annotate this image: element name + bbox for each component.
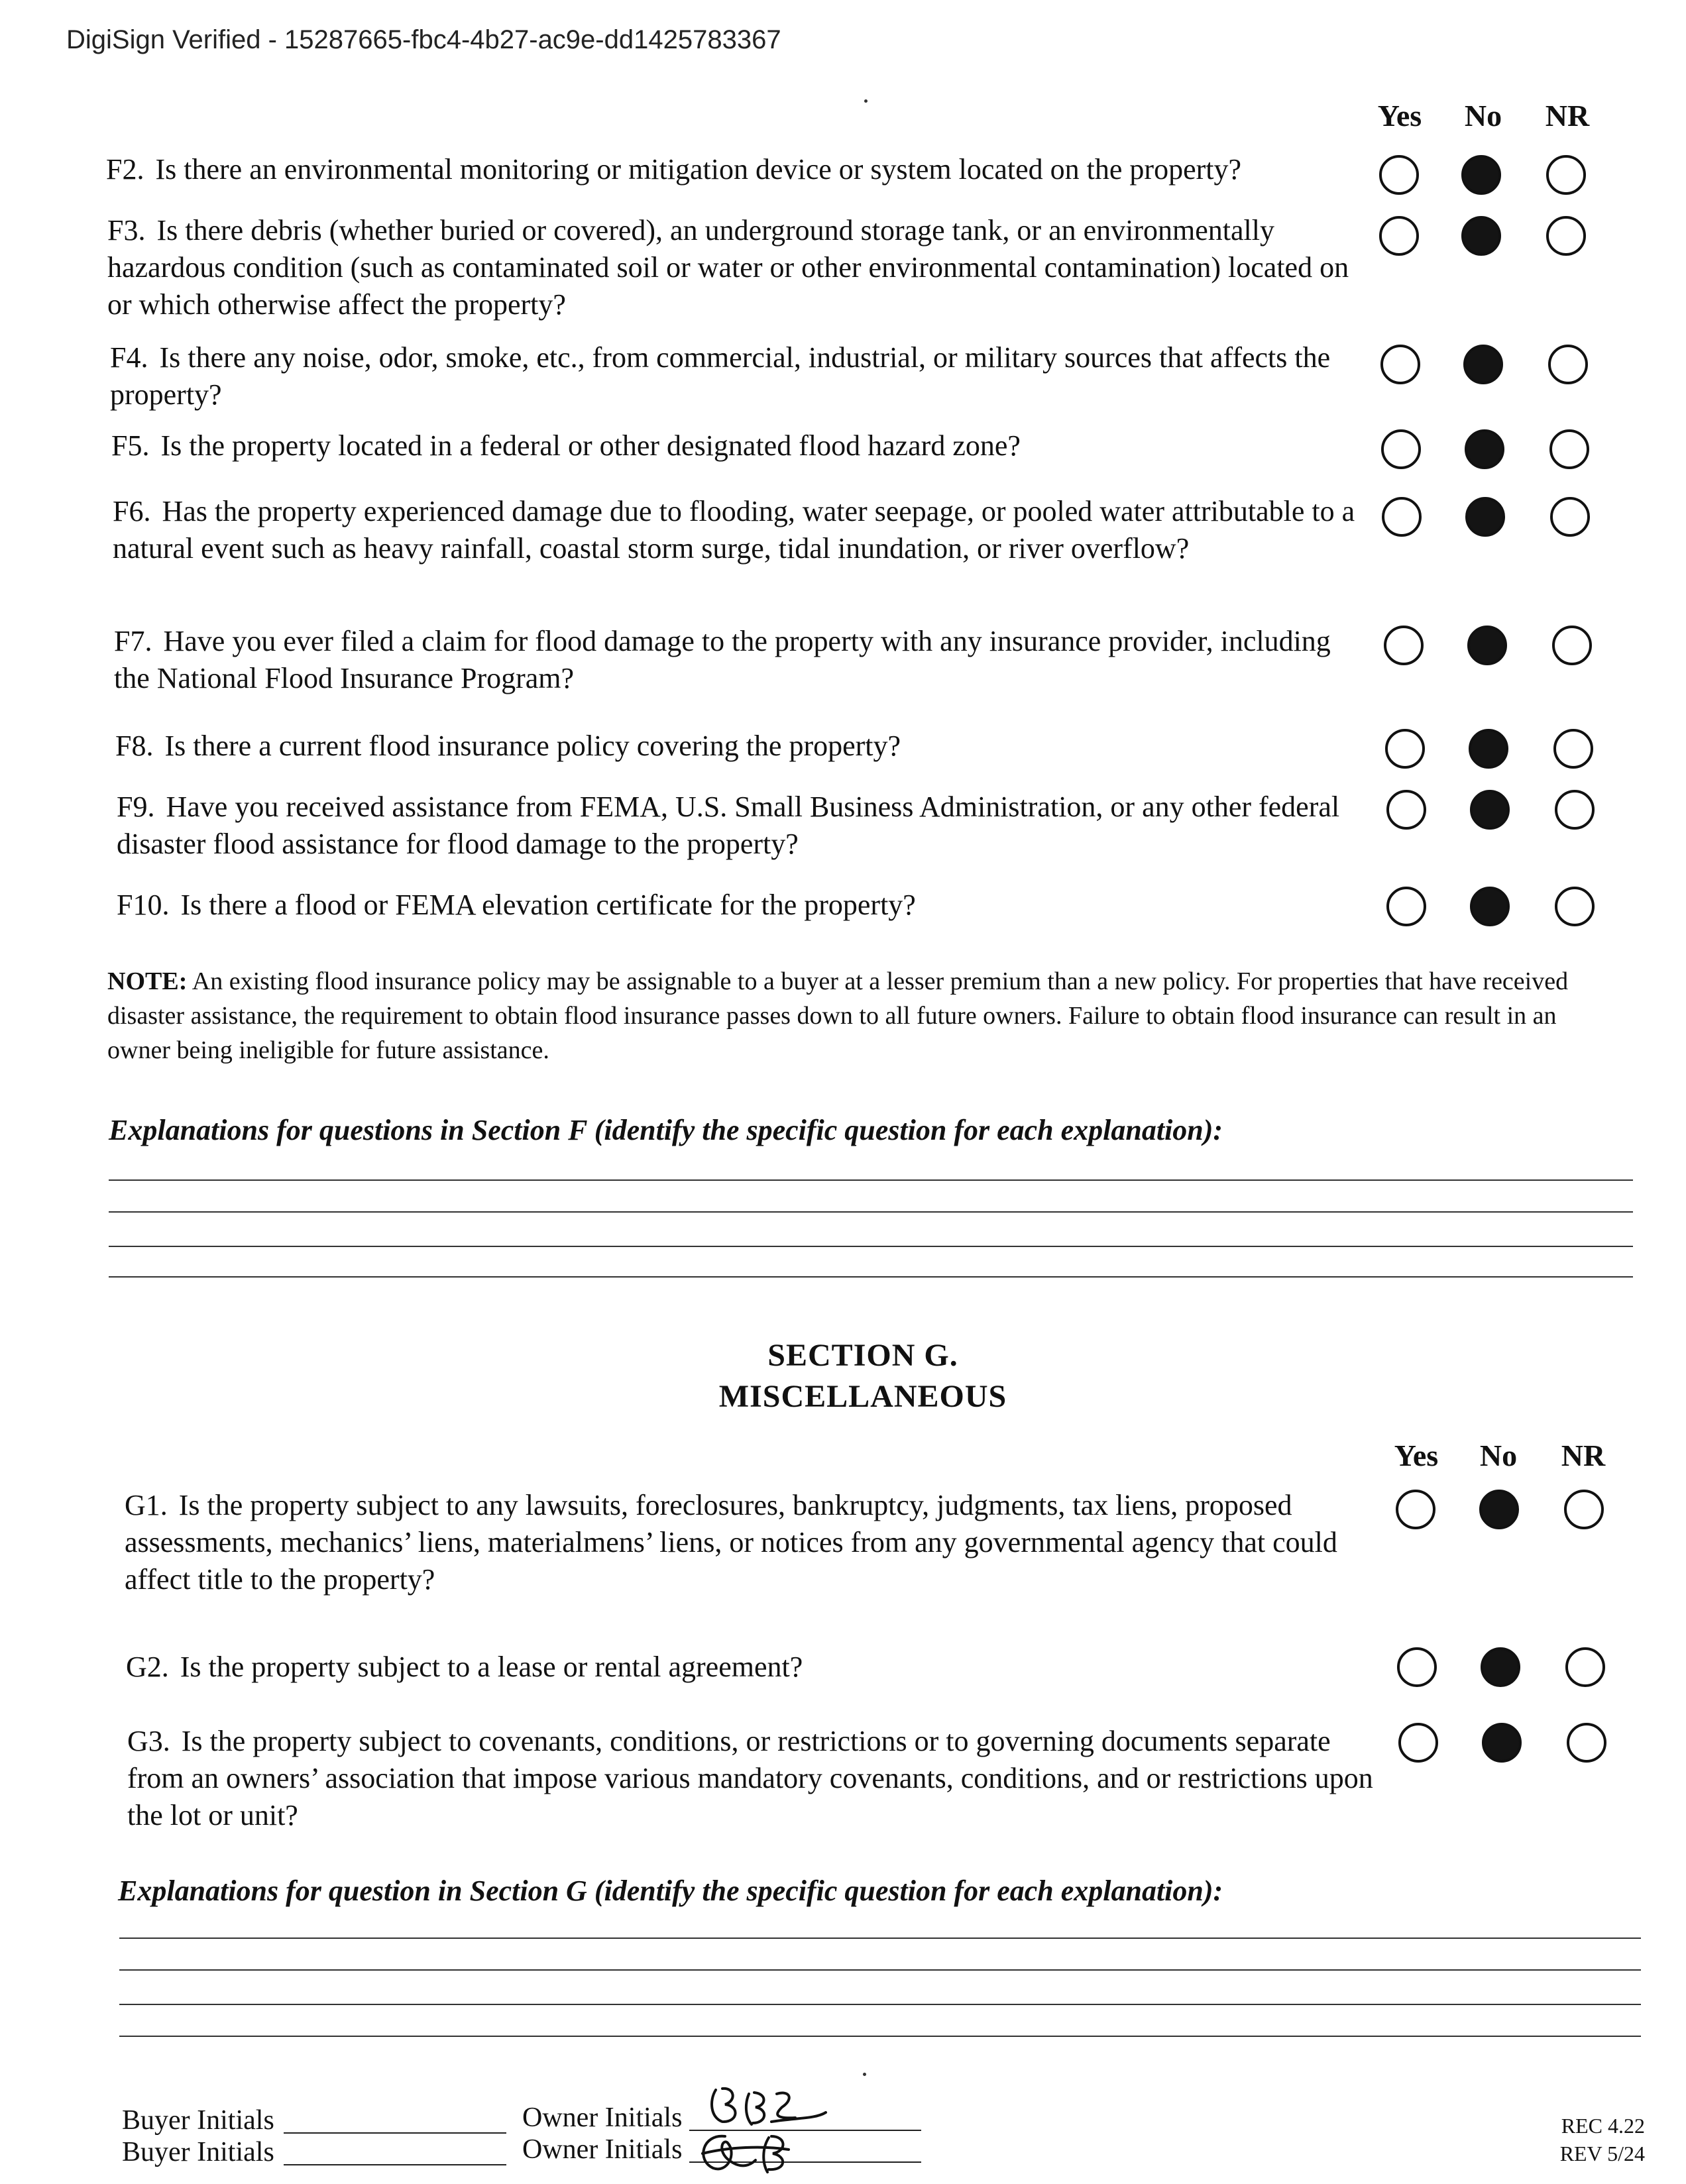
question-id: G3. — [127, 1725, 170, 1757]
f9-no-radio[interactable] — [1470, 790, 1510, 830]
buyer-initials-label: Buyer Initials — [122, 2137, 274, 2167]
g2-yes-radio[interactable] — [1397, 1647, 1437, 1687]
question-id: F4. — [110, 341, 148, 374]
f9-yes-radio[interactable] — [1386, 790, 1426, 830]
g1-no-radio[interactable] — [1479, 1490, 1519, 1529]
column-no-f: No — [1464, 99, 1502, 133]
f7-yes-radio[interactable] — [1384, 626, 1424, 665]
g1-nr-radio[interactable] — [1564, 1490, 1604, 1529]
g3-no-radio[interactable] — [1482, 1723, 1522, 1763]
g1-yes-radio[interactable] — [1396, 1490, 1435, 1529]
f2-nr-radio[interactable] — [1546, 155, 1586, 195]
question-text: Is the property subject to a lease or rental agreement? — [180, 1651, 803, 1683]
question-text: Is there an environmental monitoring or mitigation device or system located on the property? — [155, 153, 1242, 186]
column-yes-f: Yes — [1377, 99, 1422, 133]
question-f5 — [111, 427, 1357, 464]
question-g2 — [126, 1649, 1372, 1686]
g3-yes-radio[interactable] — [1398, 1723, 1438, 1763]
buyer-initials-field[interactable] — [284, 2164, 506, 2165]
f2-no-radio[interactable] — [1461, 155, 1501, 195]
column-nr-g: NR — [1561, 1439, 1606, 1472]
f10-nr-radio[interactable] — [1555, 887, 1595, 926]
f6-nr-radio[interactable] — [1550, 497, 1590, 537]
question-text: Is the property located in a federal or other designated flood hazard zone? — [160, 429, 1021, 462]
f5-nr-radio[interactable] — [1549, 429, 1589, 469]
section-f-explanation-line[interactable] — [109, 1179, 1633, 1181]
question-id: G2. — [126, 1651, 169, 1683]
question-id: G1. — [125, 1489, 168, 1521]
buyer-initials-field[interactable] — [284, 2132, 506, 2134]
f10-yes-radio[interactable] — [1386, 887, 1426, 926]
g2-nr-radio[interactable] — [1565, 1647, 1605, 1687]
f8-no-radio[interactable] — [1469, 729, 1508, 769]
f5-no-radio[interactable] — [1465, 429, 1504, 469]
verification-header: DigiSign Verified - 15287665-fbc4-4b27-ac9e-dd1425783367 — [66, 25, 781, 54]
question-text: Is there a flood or FEMA elevation certificate for the property? — [180, 889, 916, 921]
question-id: F5. — [111, 429, 150, 462]
g3-nr-radio[interactable] — [1567, 1723, 1606, 1763]
f3-no-radio[interactable] — [1461, 216, 1501, 256]
note-text: An existing flood insurance policy may be assignable to a buyer at a lesser premium than a new policy. For properties that have received disaster assistance, the requirement to obtain flood insurance passes down to all future owners. Failure to obtain flood insurance can result in an owner being ineligible for future assistance. — [107, 967, 1569, 1064]
question-f3 — [107, 212, 1353, 323]
owner-initials-signature-2 — [689, 2127, 835, 2180]
f6-no-radio[interactable] — [1465, 497, 1505, 537]
question-f6 — [113, 493, 1359, 567]
question-id: F6. — [113, 495, 151, 527]
question-id: F9. — [117, 791, 155, 823]
note-label: NOTE: — [107, 967, 188, 995]
question-id: F2. — [106, 153, 144, 186]
owner-initials-signature-1 — [702, 2081, 835, 2134]
question-text: Is the property subject to any lawsuits, foreclosures, bankruptcy, judgments, tax liens, proposed assessments, mechanics’ liens, materialmens’ liens, or notices from any governmental agency that could affect title to the property? — [125, 1489, 1337, 1596]
owner-initials-label: Owner Initials — [522, 2134, 683, 2165]
question-f10 — [117, 887, 1363, 924]
column-nr-f: NR — [1545, 99, 1590, 133]
question-g3 — [127, 1723, 1373, 1834]
f8-yes-radio[interactable] — [1385, 729, 1425, 769]
section-g-explanation-line[interactable] — [119, 2036, 1641, 2037]
question-text: Is there any noise, odor, smoke, etc., from commercial, industrial, or military sources that affects the property? — [110, 341, 1331, 411]
f3-yes-radio[interactable] — [1379, 216, 1419, 256]
question-f8 — [115, 728, 1361, 765]
f7-no-radio[interactable] — [1467, 626, 1507, 665]
section-f-explanation-line[interactable] — [109, 1246, 1633, 1247]
section-g-subtitle: MISCELLANEOUS — [718, 1379, 1007, 1414]
f10-no-radio[interactable] — [1470, 887, 1510, 926]
question-text: Is there debris (whether buried or covered), an underground storage tank, or an environmentally hazardous condition (such as contaminated soil or water or other environmental contamination) located on or which otherwise affect the property? — [107, 214, 1349, 321]
f7-nr-radio[interactable] — [1552, 626, 1592, 665]
question-text: Is there a current flood insurance policy covering the property? — [164, 730, 901, 762]
f6-yes-radio[interactable] — [1382, 497, 1422, 537]
owner-initials-label: Owner Initials — [522, 2102, 683, 2133]
stray-mark — [864, 99, 868, 103]
question-f4 — [110, 339, 1343, 413]
question-f2 — [106, 151, 1352, 188]
form-revision: REV 5/24 — [1559, 2142, 1645, 2165]
question-text: Has the property experienced damage due to flooding, water seepage, or pooled water attributable to a natural event such as heavy rainfall, coastal storm surge, tidal inundation, or river overflow? — [113, 495, 1355, 565]
section-g-title: SECTION G. — [767, 1338, 958, 1373]
f8-nr-radio[interactable] — [1553, 729, 1593, 769]
question-g1 — [125, 1487, 1364, 1598]
section-f-explanation-line[interactable] — [109, 1276, 1633, 1278]
g2-no-radio[interactable] — [1481, 1647, 1520, 1687]
flood-insurance-note — [107, 964, 1599, 1067]
section-g-explanation-line[interactable] — [119, 1938, 1641, 1939]
column-yes-g: Yes — [1394, 1439, 1439, 1472]
f4-yes-radio[interactable] — [1380, 345, 1420, 384]
question-text: Have you ever filed a claim for flood damage to the property with any insurance provider, including the National Flood Insurance Program? — [114, 625, 1331, 694]
section-g-explanation-line[interactable] — [119, 1969, 1641, 1971]
question-id: F10. — [117, 889, 170, 921]
stray-mark — [863, 2073, 866, 2076]
column-no-g: No — [1479, 1439, 1518, 1472]
buyer-initials-label: Buyer Initials — [122, 2105, 274, 2136]
question-f7 — [114, 623, 1333, 697]
section-g-explanations-label: Explanations for question in Section G (identify the specific question for each explanation): — [118, 1875, 1223, 1907]
f9-nr-radio[interactable] — [1555, 790, 1595, 830]
section-f-explanation-line[interactable] — [109, 1211, 1633, 1213]
f4-nr-radio[interactable] — [1548, 345, 1588, 384]
f3-nr-radio[interactable] — [1546, 216, 1586, 256]
question-text: Have you received assistance from FEMA, U.S. Small Business Administration, or any other federal disaster flood assistance for flood damage to the property? — [117, 791, 1340, 860]
f2-yes-radio[interactable] — [1379, 155, 1419, 195]
form-code: REC 4.22 — [1561, 2114, 1645, 2138]
question-id: F8. — [115, 730, 154, 762]
question-text: Is the property subject to covenants, conditions, or restrictions or to governing documents separate from an owners’ association that impose various mandatory covenants, conditions, and or restrictions upon the lot or unit? — [127, 1725, 1373, 1831]
question-f9 — [117, 789, 1363, 863]
f5-yes-radio[interactable] — [1381, 429, 1421, 469]
question-id: F3. — [107, 214, 146, 246]
section-f-explanations-label: Explanations for questions in Section F (identify the specific question for each explanation): — [109, 1114, 1223, 1146]
section-g-explanation-line[interactable] — [119, 2004, 1641, 2005]
question-id: F7. — [114, 625, 152, 657]
f4-no-radio[interactable] — [1463, 345, 1503, 384]
